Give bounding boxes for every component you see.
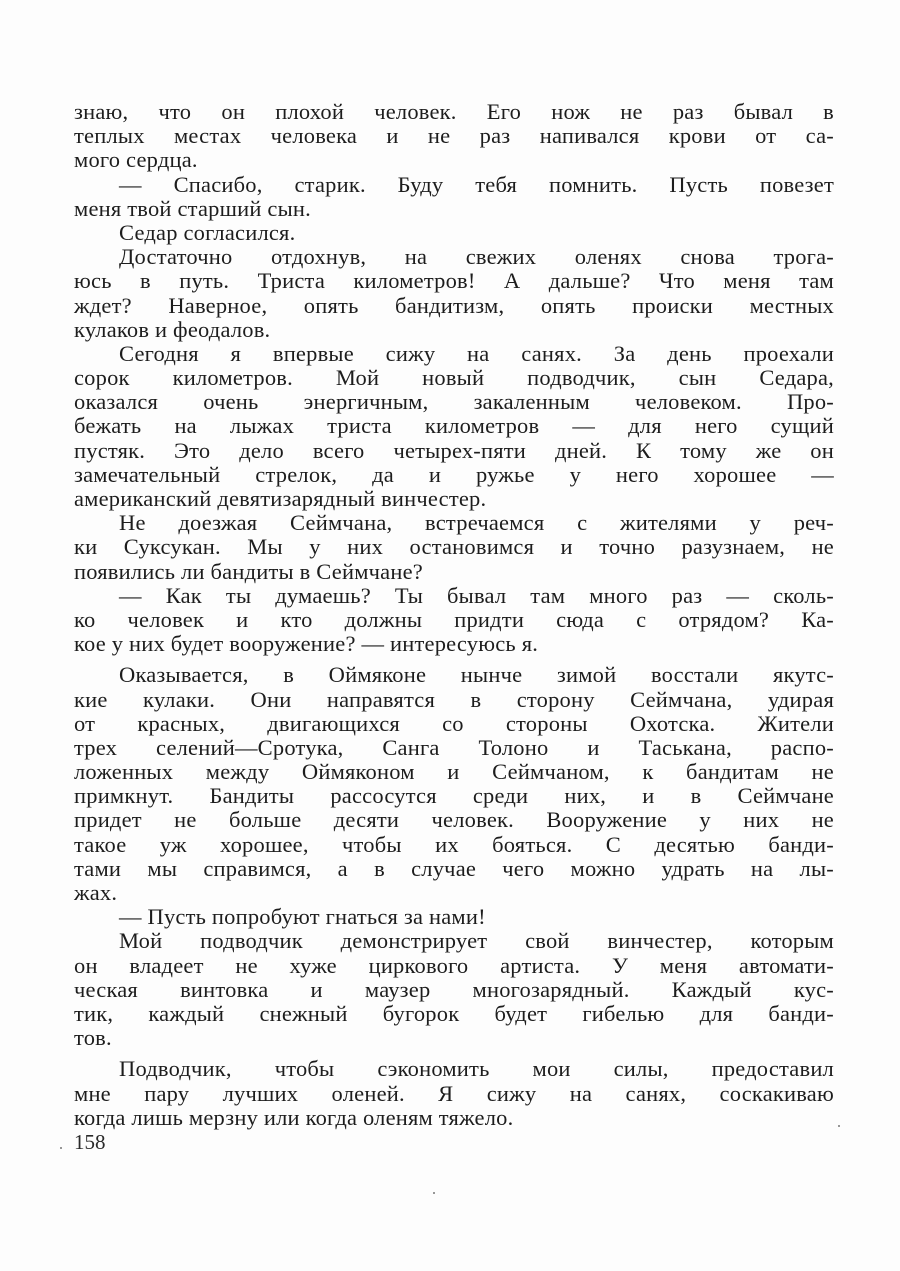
text-line: мне пару лучших оленей. Я сижу на санях, соскакиваю [74, 1080, 834, 1106]
text-line: пустяк. Это дело всего четырех-пяти дней. К тому же он [74, 437, 834, 463]
text-line: бежать на лыжах триста километров — для него сущий [74, 413, 834, 439]
scan-speck [838, 1125, 840, 1127]
text-line: ки Суксукан. Мы у них остановимся и точно разузнаем, не [74, 534, 834, 560]
text-line: замечательный стрелок, да и ружье у него хорошее — [74, 461, 834, 487]
text-line: — Как ты думаешь? Ты бывал там много раз — сколь- [119, 582, 834, 608]
text-line: трех селений—Сротука, Санга Толоно и Таськана, распо- [74, 734, 834, 760]
paragraph [74, 511, 834, 584]
paragraph [74, 100, 834, 173]
page-body-text [74, 100, 834, 1130]
text-line: жах. [74, 880, 118, 905]
text-line: юсь в путь. Триста километров! А дальше? Что меня там [74, 268, 834, 294]
text-line: от красных, двигающихся со стороны Охотска. Жители [74, 710, 834, 736]
text-line: мого сердца. [74, 147, 198, 173]
text-line: — Пусть попробуют гнаться за нами! [119, 904, 486, 930]
paragraph [74, 1057, 834, 1130]
text-line: Мой подводчик демонстрирует свой винчестер, которым [119, 928, 834, 954]
text-line: тами мы справимся, а в случае чего можно удрать на лы- [74, 855, 834, 881]
scan-speck [433, 1192, 435, 1194]
text-line: тов. [74, 1025, 112, 1051]
text-line: примкнут. Бандиты рассосутся среди них, и в Сеймчане [74, 783, 834, 809]
paragraph [74, 663, 834, 905]
text-line: сорок километров. Мой новый подводчик, сын Седара, [74, 365, 834, 391]
paragraph [74, 342, 834, 511]
text-line: меня твой старший сын. [74, 195, 311, 221]
text-line: знаю, что он плохой человек. Его нож не раз бывал в [74, 99, 834, 124]
text-line: Достаточно отдохнув, на свежих оленях снова трога- [119, 244, 834, 270]
paragraph [74, 221, 834, 245]
text-line: ждет? Наверное, опять бандитизм, опять происки местных [74, 292, 834, 318]
text-line: американский девятизарядный винчестер. [74, 486, 487, 511]
text-line: оказался очень энергичным, закаленным человеком. Про- [74, 389, 834, 415]
page-number: 158 [74, 1130, 106, 1154]
text-line: Подводчик, чтобы сэкономить мои силы, предоставил [119, 1056, 834, 1082]
text-line: он владеет не хуже циркового артиста. У меня автомати- [74, 952, 834, 978]
text-line: Сегодня я впервые сижу на санях. За день проехали [119, 340, 834, 366]
text-line: Оказывается, в Оймяконе нынче зимой восстали якутс- [119, 662, 834, 688]
paragraph [74, 584, 834, 657]
text-line: ческая винтовка и маузер многозарядный. Каждый кус- [74, 976, 834, 1002]
text-line: тик, каждый снежный бугорок будет гибелью для банди- [74, 1000, 834, 1026]
text-line: появились ли бандиты в Сеймчане? [74, 558, 423, 584]
text-line: кие кулаки. Они направятся в сторону Сеймчана, удирая [74, 686, 834, 712]
scan-speck [60, 1147, 62, 1149]
paragraph [74, 245, 834, 342]
text-line: ложенных между Оймяконом и Сеймчаном, к бандитам не [74, 759, 834, 785]
text-line: ко человек и кто должны придти сюда с отрядом? Ка- [74, 606, 834, 632]
text-line: Седар согласился. [119, 219, 296, 245]
text-line: теплых местах человека и не раз напивался крови от са- [74, 123, 834, 149]
text-line: Не доезжая Сеймчана, встречаемся с жителями у реч- [119, 510, 834, 536]
paragraph [74, 173, 834, 221]
paragraph [74, 929, 834, 1050]
text-line: кулаков и феодалов. [74, 316, 271, 342]
text-line: когда лишь мерзну или когда оленям тяжело. [74, 1104, 514, 1130]
paragraph [74, 905, 834, 929]
text-line: такое уж хорошее, чтобы их бояться. С десятью банди- [74, 831, 834, 857]
text-line: кое у них будет вооружение? — интересуюсь я. [74, 631, 539, 657]
text-line: придет не больше десяти человек. Вооружение у них не [74, 807, 834, 833]
text-line: — Спасибо, старик. Буду тебя помнить. Пусть повезет [119, 171, 834, 197]
